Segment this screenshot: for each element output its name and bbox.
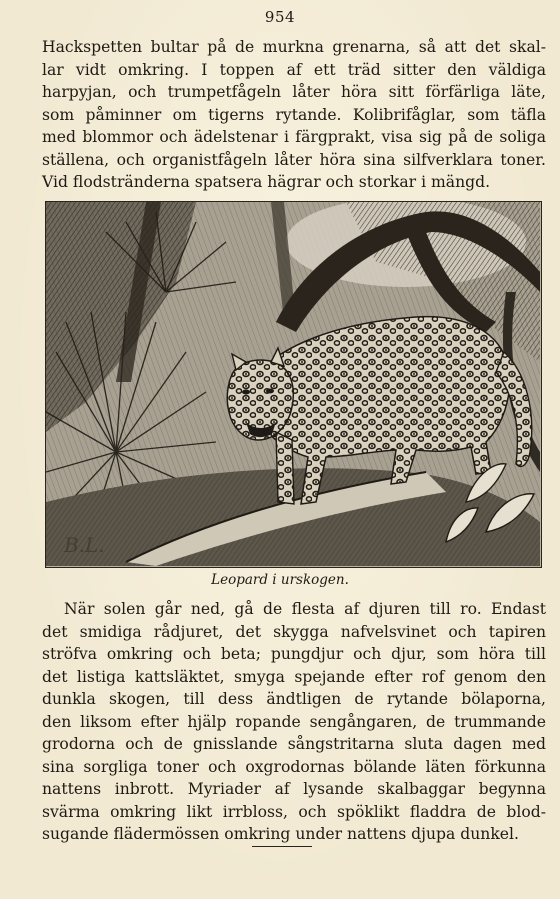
leopard-illustration — [45, 201, 542, 568]
text-line: det listiga kattsläktet, smyga spejande efter rof genom den — [42, 667, 546, 686]
page-number: 954 — [264, 8, 296, 26]
text-line: den liksom efter hjälp ropande sengångaren, de trummande — [42, 712, 546, 731]
text-line: sina sorgliga toner och oxgrodornas bölande läten förkunna — [42, 757, 546, 776]
text-line: ströfva omkring och beta; pungdjur och djur, som höra till — [42, 645, 546, 663]
text-line: med blommor och ädelstenar i färgprakt, visa sig på de soliga — [42, 128, 546, 146]
svg-text:B.L.: B.L. — [64, 533, 105, 557]
text-line: grodorna och de gnisslande sångstritarna sluta dagen med — [42, 735, 546, 753]
text-line: När solen går ned, gå de flesta af djuren till ro. Endast — [64, 600, 546, 618]
text-line: nattens inbrott. Myriader af lysande skalbaggar begynna — [42, 780, 546, 798]
paragraph-1 — [42, 36, 546, 194]
text-line: Vid flodstränderna spatsera hägrar och storkar i mängd. — [42, 173, 491, 191]
text-line: Hackspetten bultar på de murkna grenarna, så att det skal- — [42, 38, 546, 56]
text-line: harpyjan, och trumpetfågeln låter höra sitt förfärliga läte, — [42, 83, 546, 101]
text-line: lar vidt omkring. I toppen af ett träd sitter den väldiga — [42, 60, 546, 79]
text-line: det smidiga rådjuret, det skygga nafvelsvinet och tapiren — [42, 622, 546, 641]
text-line: svärma omkring likt irrbloss, och spöklikt fladdra de blod- — [42, 802, 546, 821]
text-line: sugande flädermössen omkring under nattens djupa dunkel. — [42, 825, 519, 843]
figure-caption: Leopard i urskogen. — [211, 572, 349, 588]
end-rule — [252, 846, 312, 847]
paragraph-2 — [42, 598, 546, 846]
text-line: ställena, och organistfågeln låter höra sina silfverklara toner. — [42, 150, 546, 169]
text-line: som påminner om tigerns rytande. Kolibrifåglar, som täfla — [42, 105, 546, 124]
text-line: dunkla skogen, till dess ändtligen de rytande bölaporna, — [42, 690, 546, 708]
